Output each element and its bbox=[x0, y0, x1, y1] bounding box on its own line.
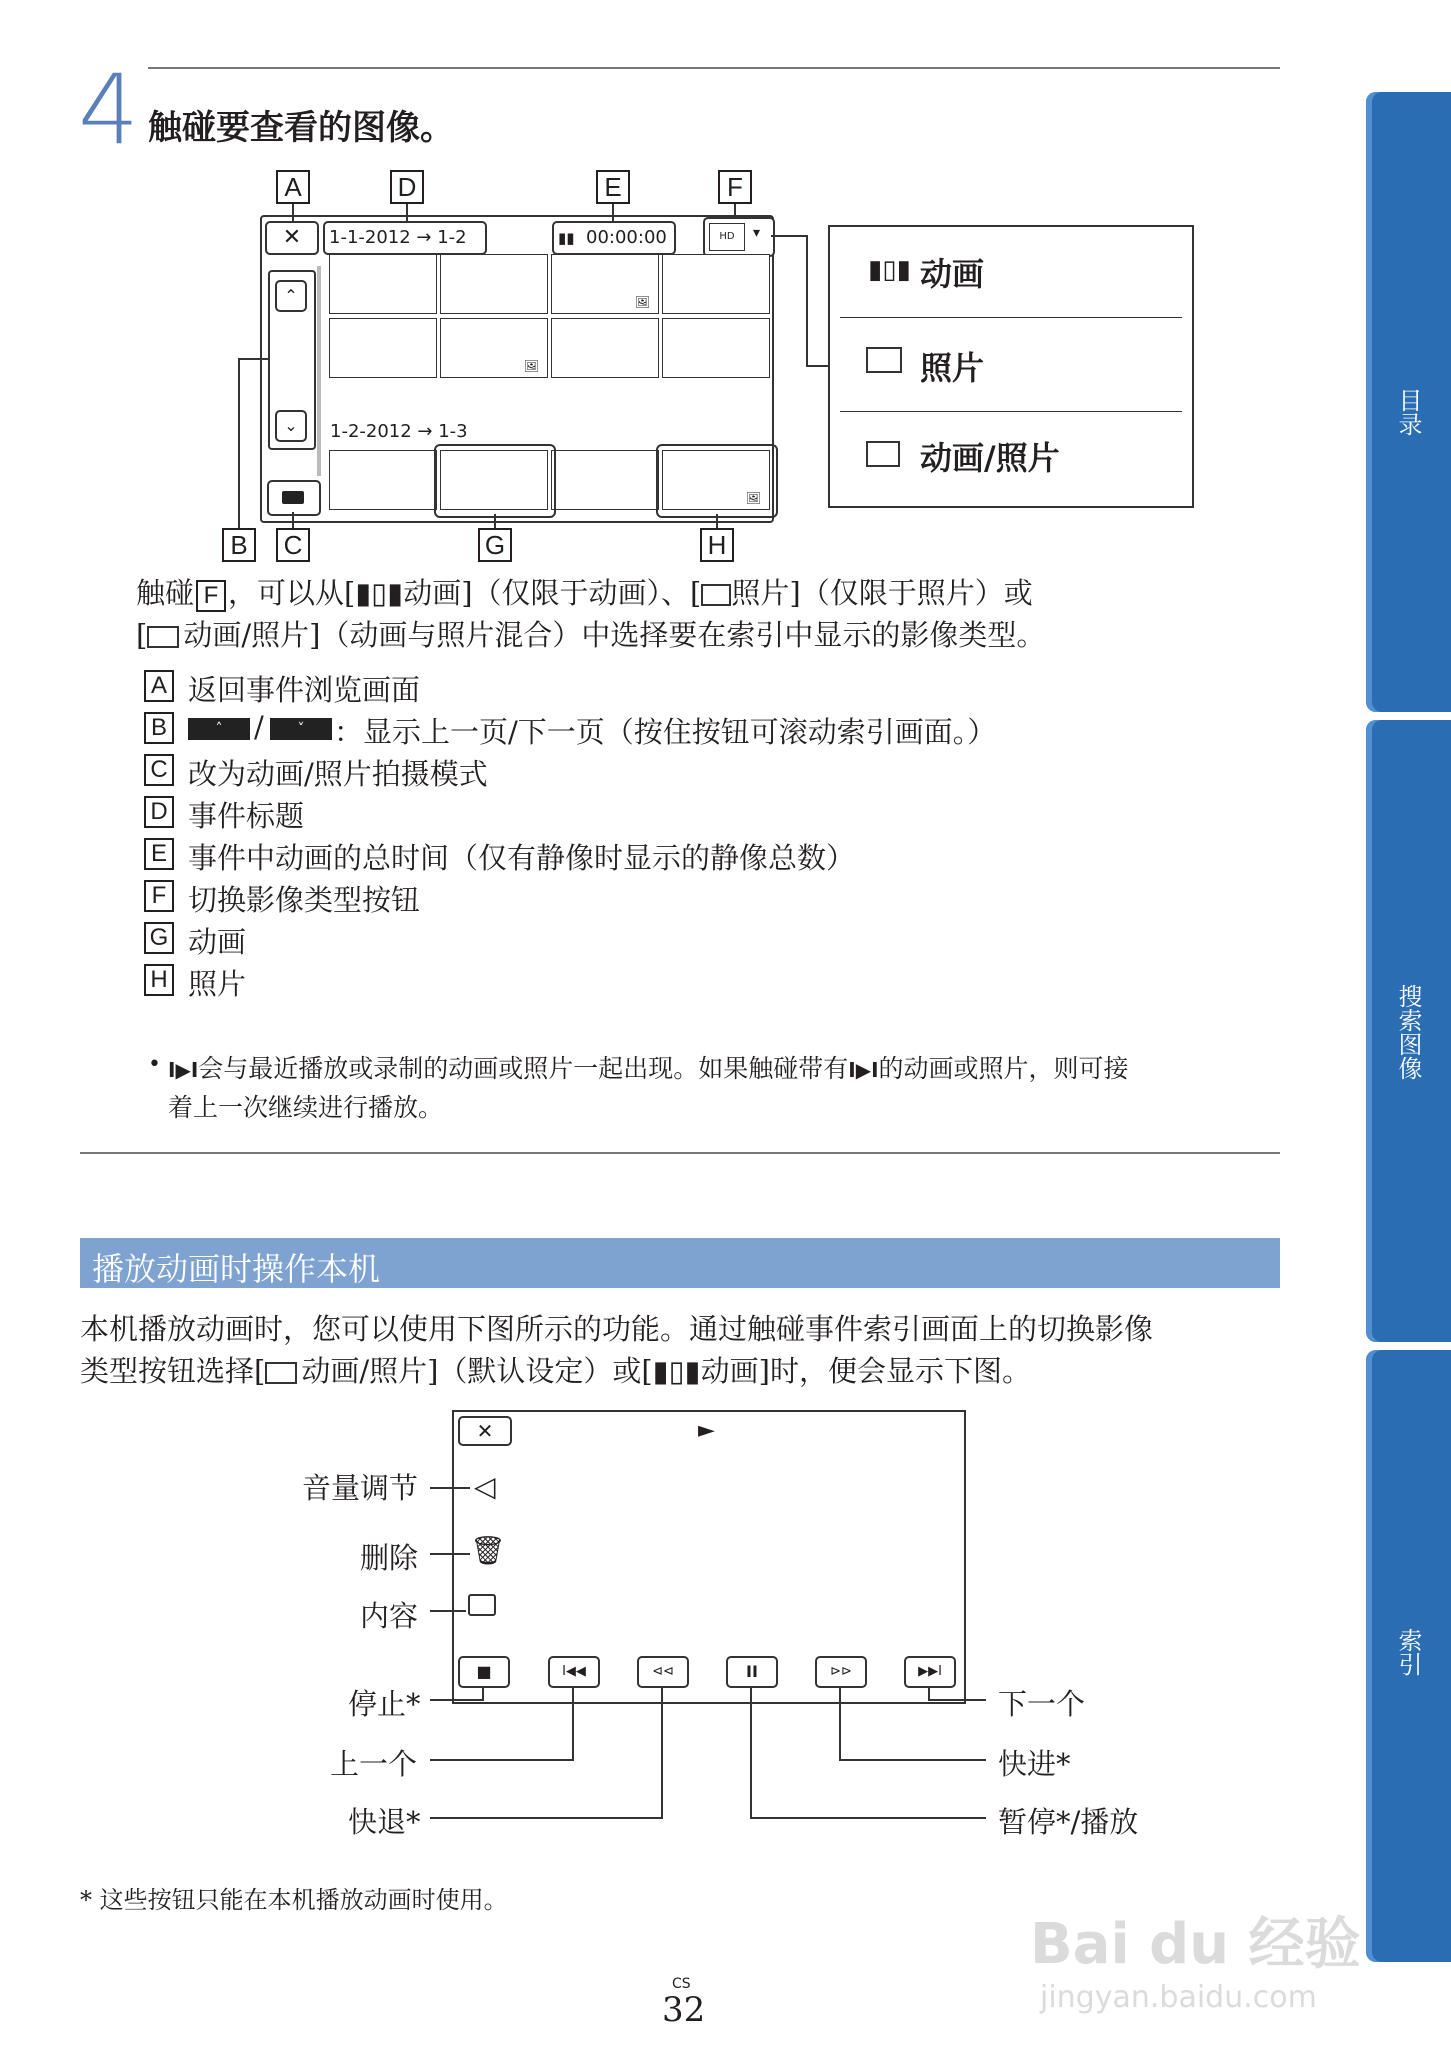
intro-line1-c: 动画]（仅限于动画）、[ bbox=[403, 576, 702, 610]
photo-icon: 🖼︎ bbox=[745, 491, 761, 505]
label-pause-play: 暂停*/播放 bbox=[998, 1805, 1139, 1839]
close-icon: ✕ bbox=[476, 1419, 494, 1443]
page-lang: CS bbox=[672, 1976, 691, 1992]
thumbnail[interactable] bbox=[551, 318, 659, 378]
film-icon: ▮▯▮ bbox=[355, 576, 404, 610]
movie-photo-label: 动画/照片 bbox=[920, 439, 1060, 477]
label-rewind: 快退* bbox=[348, 1805, 421, 1839]
resume-icon: I▶I bbox=[848, 1058, 879, 1082]
legend-key: G bbox=[144, 922, 174, 954]
date-range-2: 1-2-2012 → 1-3 bbox=[330, 421, 468, 442]
leader-popup-h1 bbox=[771, 235, 807, 237]
thumbnail[interactable] bbox=[551, 450, 659, 510]
intro-line1-a: 触碰 bbox=[136, 576, 195, 610]
legend-key: H bbox=[144, 964, 174, 996]
camera-icon bbox=[282, 491, 304, 504]
leader-pause-h bbox=[750, 1817, 986, 1819]
label-G: G bbox=[478, 528, 512, 562]
inline-label-F: F bbox=[196, 580, 226, 612]
photo-icon bbox=[701, 584, 731, 606]
movie-photo-icon bbox=[147, 626, 179, 648]
leader-B-h bbox=[238, 358, 268, 360]
thumbnail[interactable] bbox=[440, 254, 548, 314]
leader-stop-h bbox=[430, 1699, 484, 1701]
label-F: F bbox=[718, 170, 752, 204]
section-header bbox=[80, 1238, 1280, 1288]
thumbnail-photo[interactable] bbox=[440, 318, 548, 378]
rewind-button[interactable] bbox=[637, 1656, 689, 1688]
next-button[interactable] bbox=[904, 1656, 956, 1688]
tab-contents-label: 目录 bbox=[1394, 388, 1422, 436]
content-icon[interactable] bbox=[468, 1594, 496, 1616]
thumbnail[interactable] bbox=[329, 450, 437, 510]
movie-photo-icon: HD bbox=[709, 223, 745, 251]
label-volume: 音量调节 bbox=[302, 1471, 419, 1505]
page-down-button[interactable] bbox=[275, 410, 307, 442]
thumbnail[interactable] bbox=[662, 254, 770, 314]
label-delete: 删除 bbox=[360, 1541, 419, 1575]
leader-pause-v bbox=[750, 1686, 752, 1818]
leader-volume bbox=[430, 1487, 470, 1489]
legend-text: 照片 bbox=[188, 967, 247, 1001]
thumbnail[interactable] bbox=[329, 318, 437, 378]
watermark-url: jingyan.baidu.com bbox=[1040, 1980, 1317, 2015]
leader-rew-v bbox=[661, 1686, 663, 1818]
label-E: E bbox=[596, 170, 630, 204]
close-button[interactable] bbox=[265, 221, 319, 255]
legend-text: ：显示上一页/下一页（按住按钮可滚动索引画面。） bbox=[334, 715, 997, 749]
resume-icon: I▶I bbox=[168, 1058, 199, 1082]
total-time-display bbox=[552, 221, 676, 255]
playback-frame bbox=[452, 1410, 966, 1704]
chevron-down-icon: ▾ bbox=[753, 225, 761, 241]
menu-item-movie-photo[interactable] bbox=[840, 413, 1182, 503]
skip-previous-icon: I◀◀ bbox=[562, 1664, 586, 1679]
note-line1-a: 会与最近播放或录制的动画或照片一起出现。如果触碰带有 bbox=[198, 1054, 849, 1083]
legend-key: D bbox=[144, 796, 174, 828]
section-paragraph bbox=[80, 1308, 1280, 1392]
legend-key: F bbox=[144, 880, 174, 912]
menu-item-photo[interactable] bbox=[840, 319, 1182, 412]
note-bullet: • bbox=[148, 1052, 161, 1077]
label-next: 下一个 bbox=[998, 1687, 1086, 1721]
intro-line1-b: ，可以从[ bbox=[228, 576, 356, 610]
switch-image-type-button[interactable] bbox=[703, 217, 775, 257]
side-tabs bbox=[1366, 92, 1451, 1962]
stop-button[interactable] bbox=[458, 1656, 510, 1688]
tab-index-label: 索引 bbox=[1394, 1628, 1422, 1676]
close-button[interactable] bbox=[458, 1416, 512, 1446]
movie-highlight bbox=[434, 444, 556, 518]
chevron-up-icon: ⌃ bbox=[284, 286, 298, 305]
thumbnail[interactable] bbox=[329, 254, 437, 314]
pause-icon: II bbox=[746, 1662, 758, 1681]
movie-photo-icon bbox=[265, 1362, 297, 1384]
page-number: 32 bbox=[662, 1990, 706, 2030]
legend-text: 事件标题 bbox=[188, 799, 305, 833]
date-range-1: 1-1-2012 → 1-2 bbox=[329, 227, 467, 248]
watermark bbox=[1030, 1880, 1360, 2030]
previous-button[interactable] bbox=[548, 1656, 600, 1688]
section-para2-c: 动画]时，便会显示下图。 bbox=[700, 1354, 1031, 1388]
section-rule bbox=[80, 1152, 1280, 1154]
section-para2-a: 类型按钮选择[ bbox=[80, 1354, 266, 1388]
image-type-menu bbox=[828, 225, 1194, 508]
rewind-icon: ⊲⊲ bbox=[652, 1664, 674, 1679]
leader-content bbox=[430, 1610, 466, 1612]
intro-line2-b: 动画/照片]（动画与照片混合）中选择要在索引中显示的影像类型。 bbox=[183, 618, 1046, 652]
fast-forward-icon: ⊳⊳ bbox=[830, 1664, 852, 1679]
skip-next-icon: ▶▶I bbox=[918, 1664, 942, 1679]
slash: / bbox=[254, 710, 264, 744]
leader-next-h bbox=[928, 1699, 986, 1701]
tab-search-images-label: 搜索图像 bbox=[1394, 984, 1422, 1080]
label-A: A bbox=[276, 170, 310, 204]
delete-icon[interactable]: 🗑︎ bbox=[470, 1534, 506, 1567]
close-icon: ✕ bbox=[282, 225, 302, 250]
volume-icon[interactable]: ◁ bbox=[474, 1470, 496, 1503]
photo-icon bbox=[866, 347, 902, 373]
leader-C bbox=[292, 512, 294, 528]
leader-stop-v bbox=[482, 1686, 484, 1700]
top-rule bbox=[148, 67, 1280, 69]
camera-mode-button[interactable] bbox=[267, 480, 321, 516]
chevron-down-icon: ⌄ bbox=[284, 416, 298, 435]
movie-photo-icon bbox=[866, 441, 900, 467]
leader-prev-v bbox=[572, 1686, 574, 1760]
legend-key: E bbox=[144, 838, 174, 870]
legend-key: C bbox=[144, 754, 174, 786]
scrollbar[interactable] bbox=[317, 266, 321, 476]
step-title: 触碰要查看的图像。 bbox=[148, 108, 454, 148]
play-indicator-icon: ► bbox=[698, 1418, 715, 1443]
leader-rew-h bbox=[430, 1817, 663, 1819]
leader-ff-v bbox=[839, 1686, 841, 1760]
leader-next-v bbox=[928, 1686, 930, 1700]
label-D: D bbox=[390, 170, 424, 204]
page-up-icon: ˄ bbox=[188, 718, 250, 740]
photo-icon: 🖼︎ bbox=[634, 295, 650, 309]
leader-ff-h bbox=[839, 1759, 986, 1761]
thumbnail[interactable] bbox=[662, 318, 770, 378]
menu-item-movie-label: 动画 bbox=[920, 255, 985, 293]
label-C: C bbox=[276, 528, 310, 562]
intro-paragraph bbox=[136, 572, 1276, 656]
leader-G bbox=[494, 514, 496, 528]
legend-text: 事件中动画的总时间（仅有静像时显示的静像总数） bbox=[188, 841, 856, 875]
legend-text: 动画 bbox=[188, 925, 247, 959]
leader-prev-h bbox=[430, 1759, 574, 1761]
footnote: * 这些按钮只能在本机播放动画时使用。 bbox=[80, 1886, 508, 1914]
legend-text: 改为动画/照片拍摄模式 bbox=[188, 757, 488, 791]
note-line1-b: 的动画或照片，则可接 bbox=[878, 1054, 1129, 1083]
photo-highlight bbox=[656, 444, 778, 518]
label-content: 内容 bbox=[360, 1599, 419, 1633]
film-icon: ▮▯▮ bbox=[868, 255, 911, 285]
event-title-1[interactable] bbox=[323, 221, 487, 255]
timecode: 00:00:00 bbox=[586, 227, 667, 248]
watermark-logo: Bai du 经验 bbox=[1030, 1912, 1361, 1977]
page-up-button[interactable] bbox=[275, 280, 307, 312]
menu-item-movie[interactable] bbox=[840, 227, 1182, 318]
section-title: 播放动画时操作本机 bbox=[92, 1250, 381, 1288]
intro-line1-d: 照片]（仅限于照片）或 bbox=[731, 576, 1033, 610]
legend-key: A bbox=[144, 670, 174, 702]
fast-forward-button[interactable] bbox=[815, 1656, 867, 1688]
leader-delete bbox=[430, 1553, 470, 1555]
legend-text: 返回事件浏览画面 bbox=[188, 673, 421, 707]
label-stop: 停止* bbox=[348, 1687, 421, 1721]
note bbox=[168, 1050, 1278, 1127]
thumbnail-photo[interactable] bbox=[551, 254, 659, 314]
label-previous: 上一个 bbox=[330, 1747, 418, 1781]
stop-icon: ■ bbox=[476, 1662, 492, 1681]
note-line2: 着上一次继续进行播放。 bbox=[168, 1093, 444, 1122]
leader-popup-v bbox=[806, 235, 808, 367]
section-para2-b: 动画/照片]（默认设定）或[ bbox=[301, 1354, 653, 1388]
legend-key: B bbox=[144, 712, 174, 744]
film-icon: ▮▮ bbox=[558, 229, 575, 247]
film-icon: ▮▯▮ bbox=[652, 1354, 701, 1388]
leader-H bbox=[716, 514, 718, 528]
section-para1: 本机播放动画时，您可以使用下图所示的功能。通过触碰事件索引画面上的切换影像 bbox=[80, 1312, 1154, 1346]
legend-text: 切换影像类型按钮 bbox=[188, 883, 421, 917]
step-number: 4 bbox=[78, 54, 140, 166]
leader-popup-h2 bbox=[806, 365, 828, 367]
photo-icon: 🖼︎ bbox=[523, 359, 539, 373]
label-B: B bbox=[222, 528, 256, 562]
page-down-icon: ˅ bbox=[270, 718, 332, 740]
leader-B-v bbox=[238, 358, 240, 528]
label-fast-forward: 快进* bbox=[998, 1747, 1071, 1781]
label-H: H bbox=[700, 528, 734, 562]
menu-item-photo-label: 照片 bbox=[920, 349, 985, 387]
intro-line2-a: [ bbox=[136, 618, 148, 652]
pause-button[interactable] bbox=[726, 1656, 778, 1688]
